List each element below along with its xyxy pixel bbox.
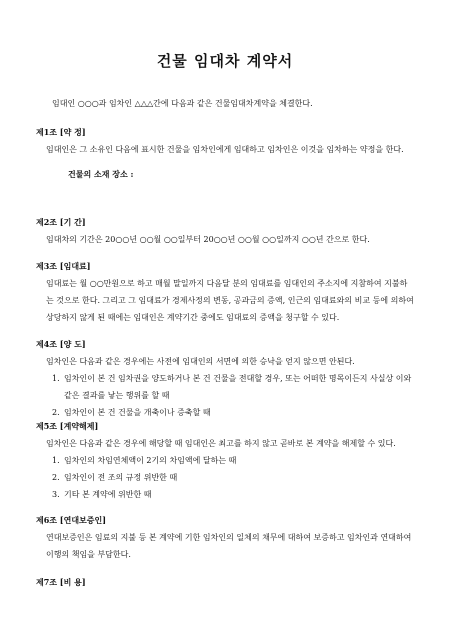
article-4 <box>36 336 414 421</box>
article-body: 임차인은 다음과 같은 경우에는 사전에 임대인의 서면에 의한 승낙을 얻지 않으면 안된다. <box>46 357 355 366</box>
list-number: 3. <box>52 490 60 499</box>
document-title: 건물 임대차 계약서 <box>156 52 294 70</box>
list-number: 1. <box>52 456 60 465</box>
list-number: 1. <box>52 374 60 383</box>
list-item <box>36 370 414 404</box>
intro-paragraph: 임대인 ○○○과 임차인 △△△간에 다음과 같은 건물임대차계약을 체결한다. <box>52 99 313 108</box>
article-body: 임차인은 다음과 같은 경우에 해당할 때 임대인은 최고를 하지 않고 곧바로 본 계약을 해제할 수 있다. <box>46 439 396 448</box>
article-6 <box>36 512 414 563</box>
article-7 <box>36 574 414 591</box>
article-heading: 제2조 [기 간] <box>36 217 86 227</box>
article-heading: 제3조 [임대료] <box>36 261 91 271</box>
article-heading: 제4조 [양 도] <box>36 339 86 349</box>
building-location-label: 건물의 소재 장소 : <box>68 169 134 179</box>
list-text: 임차인이 본 건 임차권을 양도하거나 본 건 건물을 전대할 경우, 또는 어떠한 명목이든지 사실상 이와 같은 결과를 낳는 행위를 할 때 <box>64 374 412 400</box>
list-item <box>36 452 414 469</box>
article-1 <box>36 124 414 183</box>
list-text: 임차인이 본 건 건물을 개축이나 증축할 때 <box>64 408 211 417</box>
article-2 <box>36 214 414 248</box>
article-heading: 제7조 [비 용] <box>36 577 86 587</box>
list-number: 2. <box>52 473 60 482</box>
article-body: 임대차의 기간은 20○○년 ○○월 ○○일부터 20○○년 ○○월 ○○일까지 ○○년 간으로 한다. <box>46 235 370 244</box>
list-text: 기타 본 계약에 위반한 때 <box>64 490 152 499</box>
list-text: 임차인이 전 조의 규정 위반한 때 <box>64 473 178 482</box>
article-5 <box>36 418 414 503</box>
article-3 <box>36 258 414 326</box>
article-body: 연대보증인은 임료의 지불 등 본 계약에 기한 임차인의 일체의 채무에 대하여 보증하고 임차인과 연대하여 이행의 책임을 부담한다. <box>46 533 412 559</box>
list-number: 2. <box>52 408 60 417</box>
article-body: 임대료는 월 ○○만원으로 하고 매월 말일까지 다음달 분의 임대료를 임대인의 주소지에 지참하여 지불하는 것으로 한다. 그리고 그 임대료가 경제사정의 변동, 공과금의 증액, 인근의 임대료와의 비교 등에 의하여 상당하지 않게 된 때에는 임대인은 계약기간 중에도 임대료의 증액을 청구할 수 있다. <box>46 279 414 322</box>
article-body: 임대인은 그 소유인 다음에 표시한 건물을 임차인에게 임대하고 임차인은 이것을 임차하는 약정을 한다. <box>46 145 404 154</box>
article-heading: 제6조 [연대보증인] <box>36 515 107 525</box>
list-item <box>36 486 414 503</box>
article-heading: 제5조 [계약해제] <box>36 421 99 431</box>
list-text: 임차인의 차임연체액이 2기의 차임액에 달하는 때 <box>64 456 237 465</box>
list-item <box>36 469 414 486</box>
article-heading: 제1조 [약 정] <box>36 127 86 137</box>
